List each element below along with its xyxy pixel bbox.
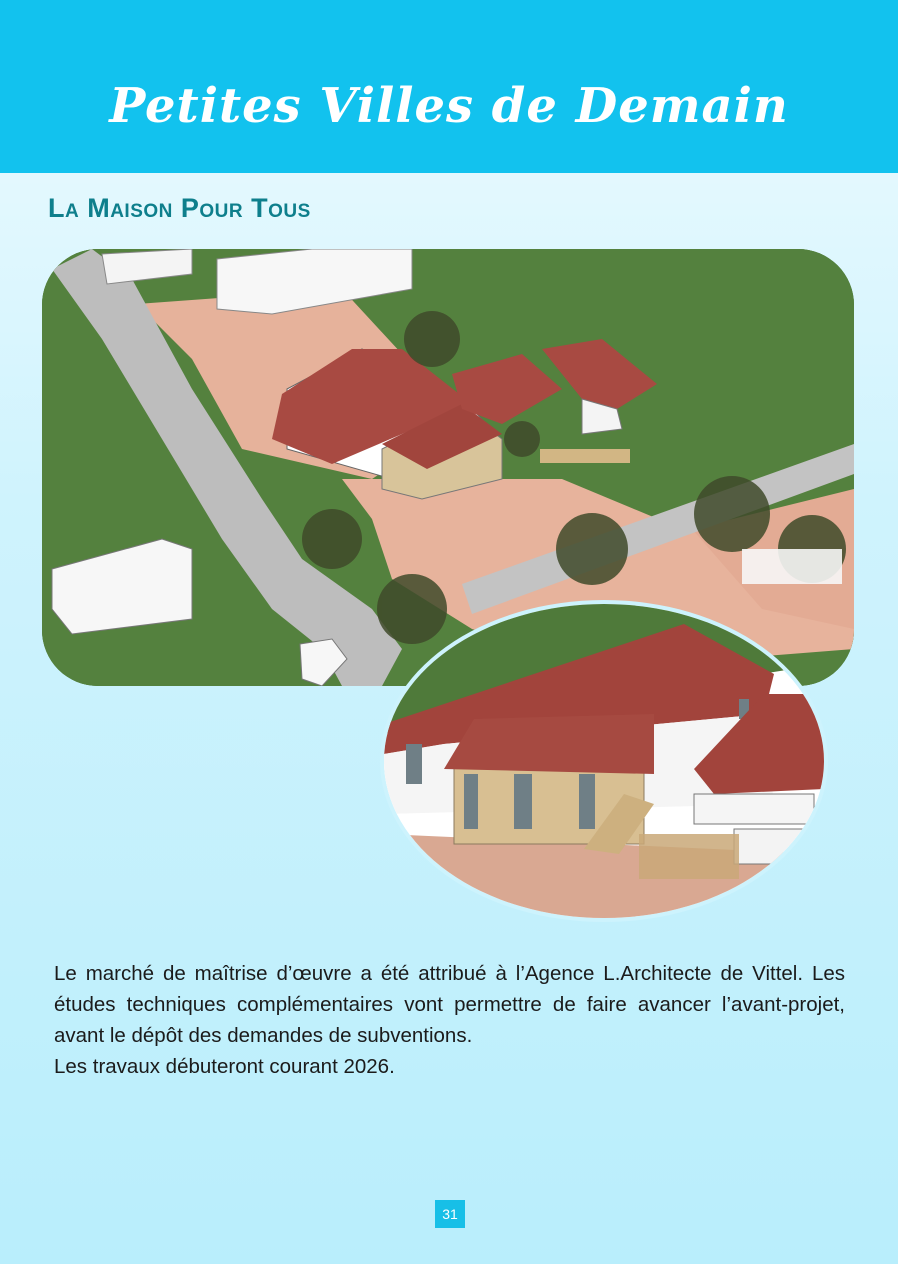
page-title: Petites Villes de Demain	[109, 78, 789, 134]
body-text	[54, 958, 845, 1082]
body-paragraph: Les travaux débuteront courant 2026.	[54, 1055, 395, 1078]
main-render-image	[42, 249, 854, 686]
body-paragraph: Le marché de maîtrise d’œuvre a été attribué à l’Agence L.Architecte de Vittel. Les études techniques complémentaires vont permettre de faire avancer l’avant-projet, avant le dépôt des demandes de subventions.	[54, 962, 845, 1047]
section-title: La Maison Pour Tous	[48, 193, 311, 223]
detail-render-image	[384, 604, 824, 918]
page-number: 31	[435, 1200, 465, 1228]
